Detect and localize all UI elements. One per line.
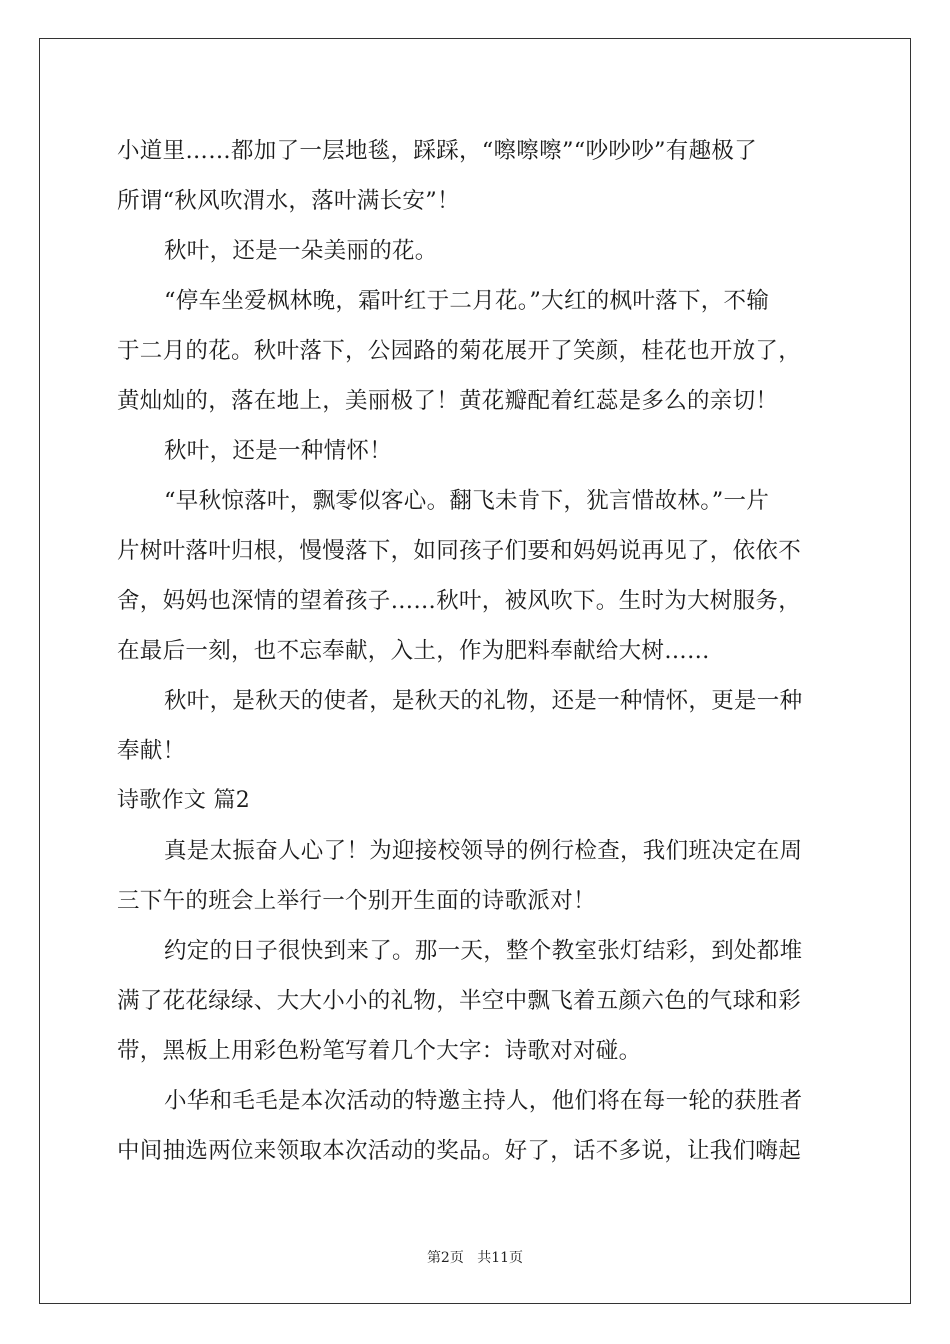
text-line: 小华和毛毛是本次活动的特邀主持人，他们将在每一轮的获胜者 — [164, 1088, 803, 1114]
text-line: 带，黑板上用彩色粉笔写着几个大字：诗歌对对碰。 — [117, 1038, 642, 1064]
text-line: 于二月的花。秋叶落下，公园路的菊花展开了笑颜，桂花也开放了， — [117, 338, 802, 364]
text-line: 小道里……都加了一层地毯，踩踩，“嚓嚓嚓”“吵吵吵”有趣极了 — [117, 138, 758, 164]
text-line: 三下午的班会上举行一个别开生面的诗歌派对！ — [117, 888, 596, 914]
page-number: 第2页 — [426, 1250, 464, 1266]
page-footer — [0, 1247, 950, 1267]
document-body — [117, 126, 833, 1176]
text-line: “停车坐爱枫林晚，霜叶红于二月花。”大红的枫叶落下，不输 — [164, 288, 770, 314]
text-line: 在最后一刻，也不忘奉献，入土，作为肥料奉献给大树…… — [117, 638, 710, 664]
text-line: 舍，妈妈也深情的望着孩子……秋叶，被风吹下。生时为大树服务， — [117, 588, 802, 614]
text-line: 约定的日子很快到来了。那一天，整个教室张灯结彩，到处都堆 — [164, 938, 803, 964]
text-line: 秋叶，是秋天的使者，是秋天的礼物，还是一种情怀，更是一种 — [164, 688, 803, 714]
text-line: 所谓“秋风吹渭水，落叶满长安”！ — [117, 188, 460, 214]
text-line: 真是太振奋人心了！为迎接校领导的例行检查，我们班决定在周 — [164, 838, 803, 864]
text-line: 中间抽选两位来领取本次活动的奖品。好了，话不多说，让我们嗨起 — [117, 1138, 802, 1164]
text-line: 满了花花绿绿、大大小小的礼物，半空中飘飞着五颜六色的气球和彩 — [117, 988, 802, 1014]
text-line: 黄灿灿的，落在地上，美丽极了！黄花瓣配着红蕊是多么的亲切！ — [117, 388, 779, 414]
text-line: 秋叶，还是一种情怀！ — [164, 438, 393, 464]
text-line: “早秋惊落叶，飘零似客心。翻飞未肯下，犹言惜故林。”一片 — [164, 488, 770, 514]
section-heading: 诗歌作文 篇2 — [117, 788, 251, 813]
text-line: 片树叶落叶归根，慢慢落下，如同孩子们要和妈妈说再见了，依依不 — [117, 538, 802, 564]
page-total: 共11页 — [477, 1250, 524, 1266]
text-line: 奉献！ — [117, 738, 186, 764]
text-line: 秋叶，还是一朵美丽的花。 — [164, 238, 438, 264]
